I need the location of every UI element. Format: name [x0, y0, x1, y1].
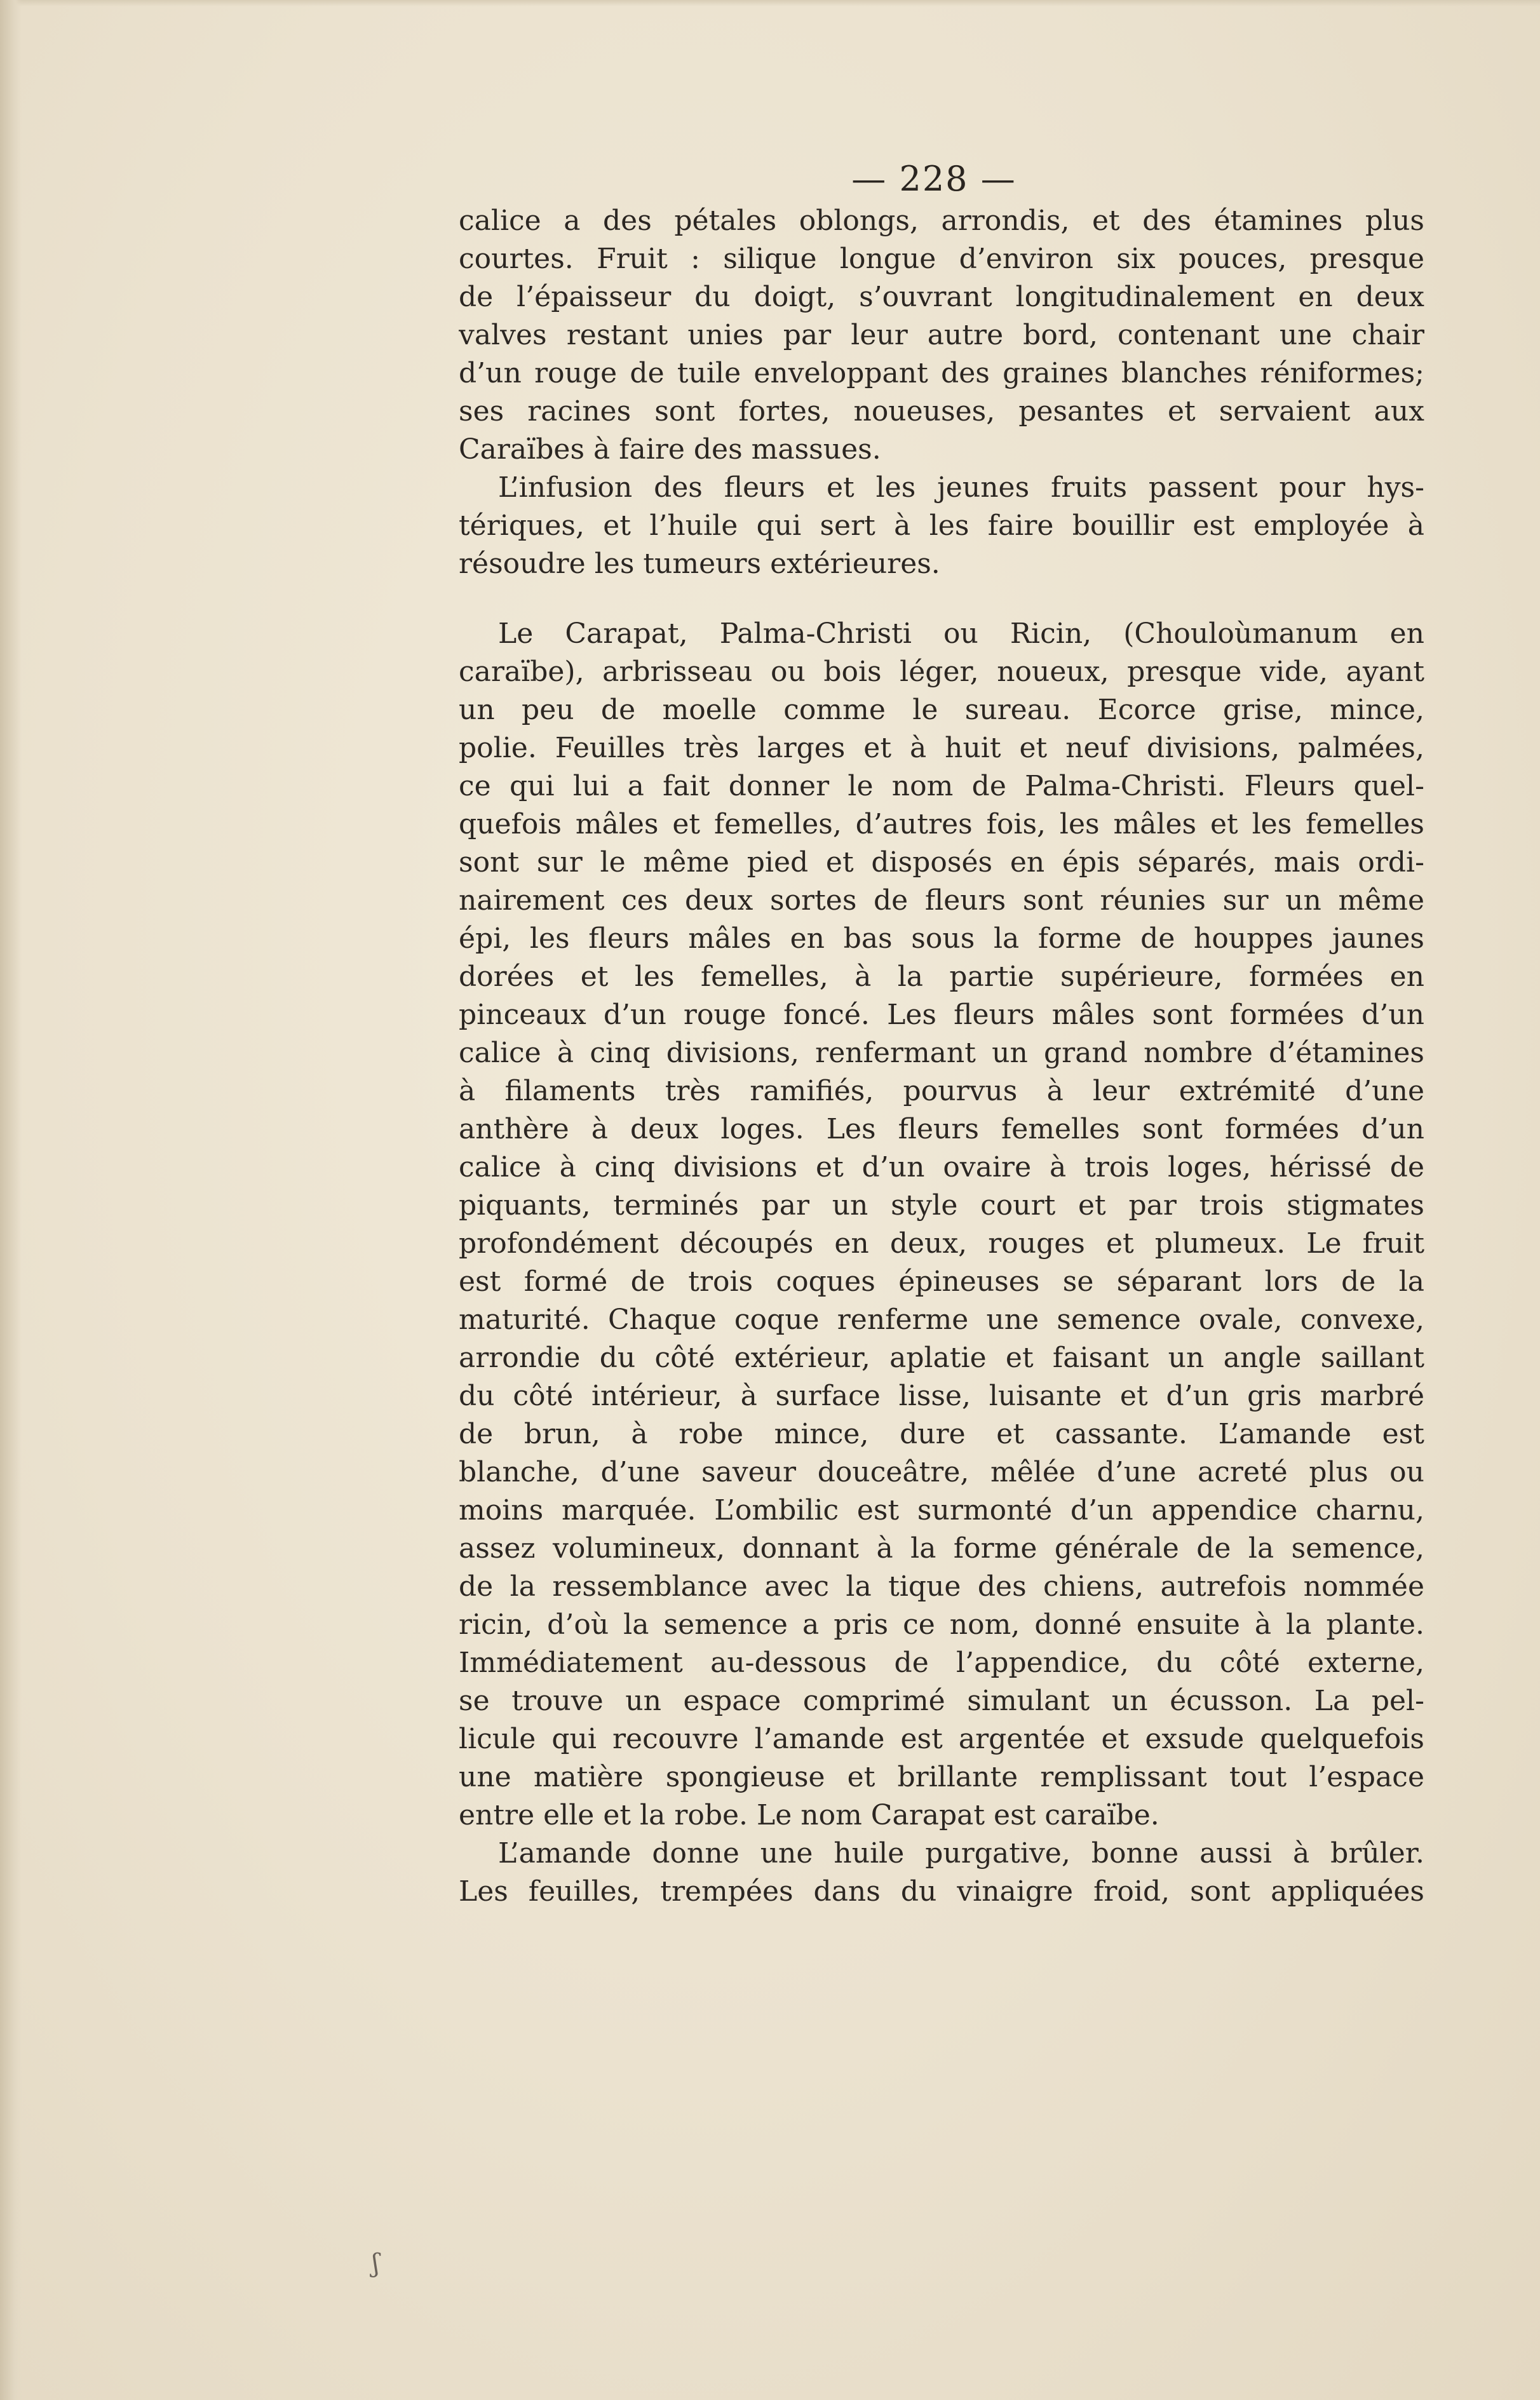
stray-ink-mark: ʃ	[372, 2249, 379, 2278]
text-line: d’un rouge de tuile enveloppant des graines blanches réniformes;	[459, 357, 1424, 389]
text-line: polie. Feuilles très larges et à huit et neuf divisions, palmées,	[459, 732, 1424, 764]
text-line: calice a des pétales oblongs, arrondis, et des étamines plus	[459, 205, 1424, 237]
text-line: licule qui recouvre l’amande est argentée et exsude quelquefois	[459, 1723, 1424, 1755]
text-line: piquants, terminés par un style court et par trois stigmates	[459, 1189, 1424, 1222]
text-line: calice à cinq divisions, renfermant un grand nombre d’étamines	[459, 1037, 1424, 1069]
text-line: arrondie du côté extérieur, aplatie et faisant un angle saillant	[459, 1342, 1424, 1374]
text-line: caraïbe), arbrisseau ou bois léger, noueux, presque vide, ayant	[459, 656, 1424, 688]
text-line: à filaments très ramifiés, pourvus à leur extrémité d’une	[459, 1075, 1424, 1107]
text-line: anthère à deux loges. Les fleurs femelles sont formées d’un	[459, 1113, 1424, 1145]
text-line: calice à cinq divisions et d’un ovaire à trois loges, hérissé de	[459, 1151, 1424, 1183]
text-line: une matière spongieuse et brillante remplissant tout l’espace	[459, 1761, 1424, 1793]
page-number: — 228 —	[851, 159, 1017, 199]
text-line: ses racines sont fortes, noueuses, pesantes et servaient aux	[459, 395, 1424, 428]
text-line: courtes. Fruit : silique longue d’environ six pouces, presque	[459, 243, 1424, 275]
text-line: se trouve un espace comprimé simulant un écusson. La pel-	[459, 1685, 1424, 1717]
text-line: ce qui lui a fait donner le nom de Palma-Christi. Fleurs quel-	[459, 770, 1424, 802]
text-line: est formé de trois coques épineuses se séparant lors de la	[459, 1265, 1424, 1298]
text-line: épi, les fleurs mâles en bas sous la forme de houppes jaunes	[459, 922, 1424, 955]
text-line: nairement ces deux sortes de fleurs sont réunies sur un même	[459, 884, 1424, 917]
text-line: dorées et les femelles, à la partie supérieure, formées en	[459, 961, 1424, 993]
page-top-edge	[0, 0, 1540, 6]
text-line: moins marquée. L’ombilic est surmonté d’un appendice charnu,	[459, 1494, 1424, 1527]
text-line: du côté intérieur, à surface lisse, luisante et d’un gris marbré	[459, 1380, 1424, 1412]
paragraph-gap	[459, 583, 1424, 615]
text-line: entre elle et la robe. Le nom Carapat est caraïbe.	[459, 1799, 1159, 1831]
body-text	[459, 202, 1424, 1911]
text-line: L’infusion des fleurs et les jeunes fruits passent pour hys-	[498, 471, 1424, 504]
text-line: maturité. Chaque coque renferme une semence ovale, convexe,	[459, 1304, 1424, 1336]
text-line: Les feuilles, trempées dans du vinaigre froid, sont appliquées	[459, 1875, 1424, 1908]
text-line: résoudre les tumeurs extérieures.	[459, 548, 940, 580]
text-line: quefois mâles et femelles, d’autres fois, les mâles et les femelles	[459, 808, 1424, 840]
text-line: L’amande donne une huile purgative, bonne aussi à brûler.	[498, 1837, 1424, 1870]
text-line: de la ressemblance avec la tique des chiens, autrefois nommée	[459, 1570, 1424, 1603]
text-line: tériques, et l’huile qui sert à les faire bouillir est employée à	[459, 509, 1424, 542]
text-line: Caraïbes à faire des massues.	[459, 433, 881, 466]
text-line: profondément découpés en deux, rouges et plumeux. Le fruit	[459, 1227, 1424, 1260]
text-line: assez volumineux, donnant à la forme générale de la semence,	[459, 1532, 1424, 1565]
text-line: ricin, d’où la semence a pris ce nom, donné ensuite à la plante.	[459, 1608, 1424, 1641]
text-line: sont sur le même pied et disposés en épis séparés, mais ordi-	[459, 846, 1424, 879]
text-line: un peu de moelle comme le sureau. Ecorce grise, mince,	[459, 694, 1424, 726]
text-line: Le Carapat, Palma-Christi ou Ricin, (Chouloùmanum en	[498, 617, 1424, 650]
text-line: pinceaux d’un rouge foncé. Les fleurs mâles sont formées d’un	[459, 999, 1424, 1031]
text-line: de brun, à robe mince, dure et cassante. L’amande est	[459, 1418, 1424, 1450]
text-line: valves restant unies par leur autre bord, contenant une chair	[459, 319, 1424, 351]
text-line: blanche, d’une saveur douceâtre, mêlée d’une acreté plus ou	[459, 1456, 1424, 1488]
text-line: Immédiatement au-dessous de l’appendice, du côté externe,	[459, 1647, 1424, 1679]
text-line: de l’épaisseur du doigt, s’ouvrant longitudinalement en deux	[459, 281, 1424, 313]
page-binding-edge	[0, 0, 22, 2400]
